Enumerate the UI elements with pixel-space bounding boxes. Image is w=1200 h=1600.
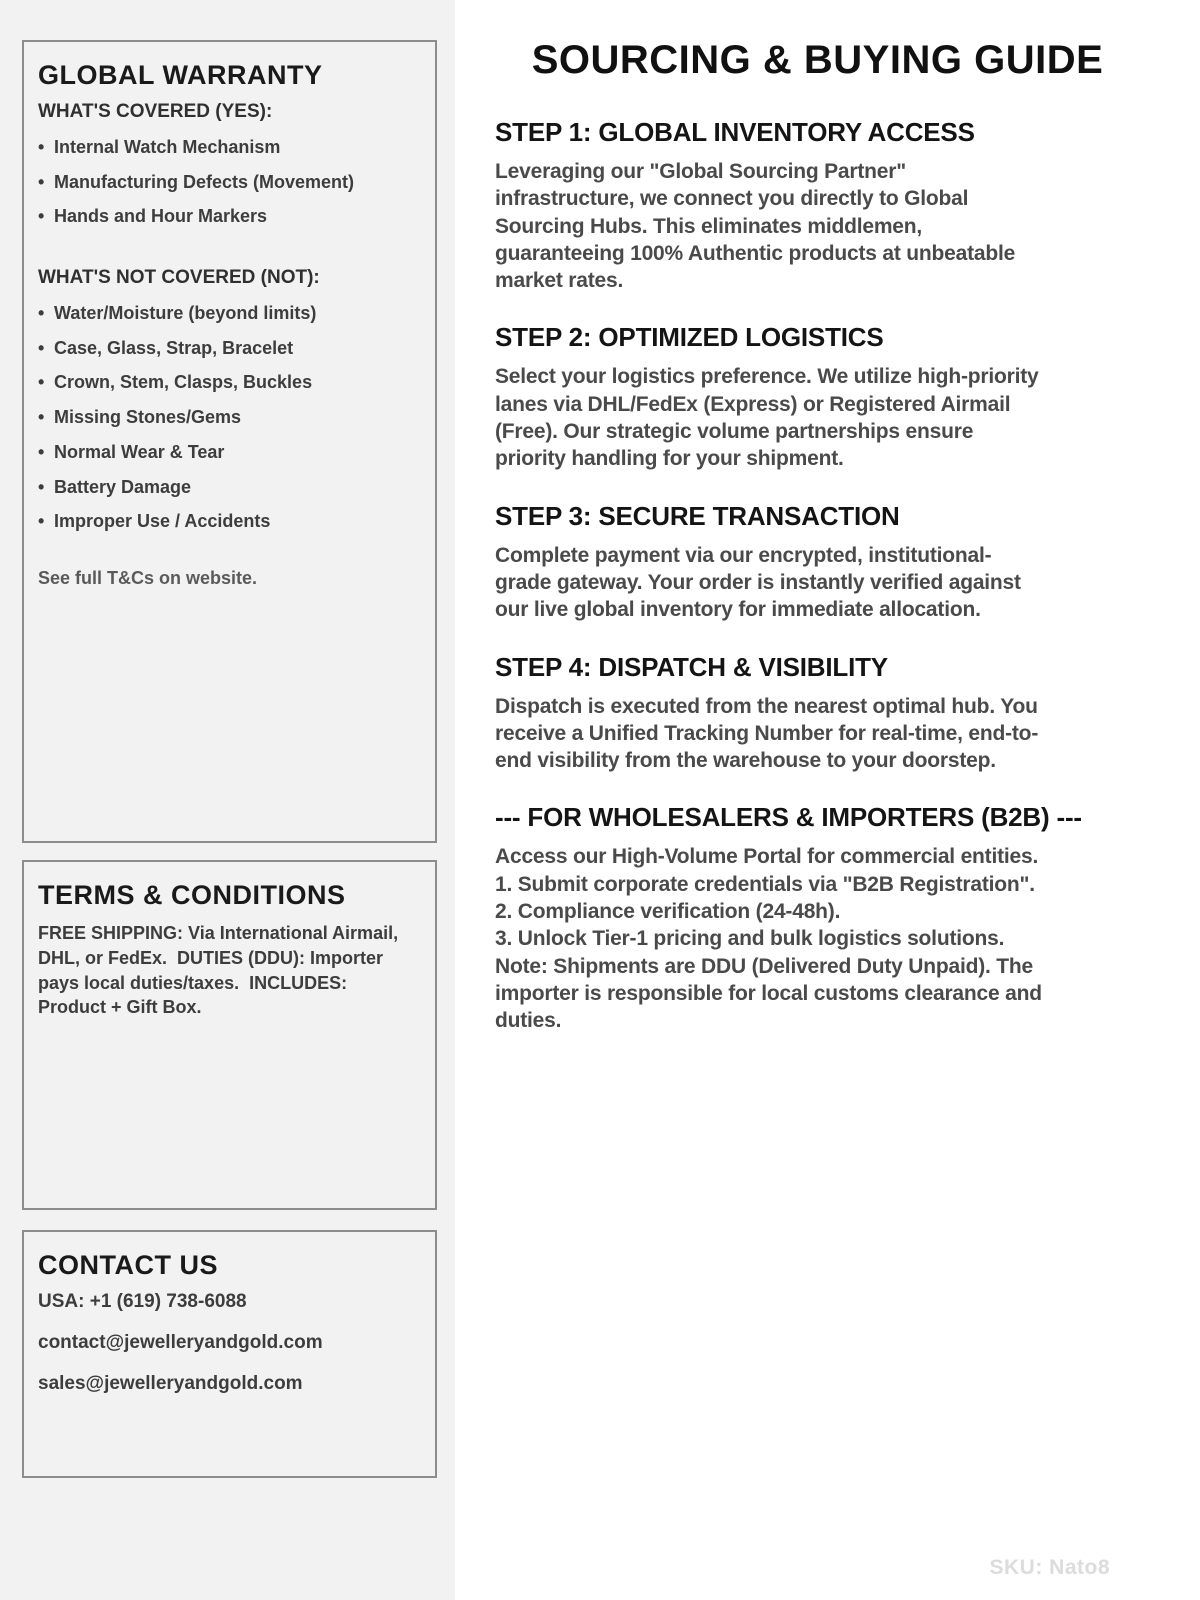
sku-label: SKU: Nato8 [989, 1556, 1110, 1579]
terms-title: TERMS & CONDITIONS [38, 880, 346, 910]
step-3-body: Complete payment via our encrypted, institutional-grade gateway. Your order is instantly verified against our live global inventory for immediate allocation. [495, 543, 1021, 622]
list-item: • Missing Stones/Gems [38, 407, 419, 428]
ddu-note: Note: Shipments are DDU (Delivered Duty Unpaid). The importer is responsible for local customs clearance and duties. [495, 954, 1042, 1033]
step-2-heading: STEP 2: OPTIMIZED LOGISTICS [495, 322, 884, 353]
contact-email: contact@jewelleryandgold.com [38, 1332, 323, 1353]
b2b-step-1: 1. Submit corporate credentials via "B2B Registration". [495, 872, 1035, 896]
sidebar [0, 0, 455, 1600]
contact-title: CONTACT US [38, 1250, 218, 1280]
spacer [38, 241, 419, 267]
terms-footnote: See full T&Cs on website. [38, 567, 258, 588]
covered-heading: WHAT'S COVERED (YES): [38, 101, 273, 122]
step-4-body: Dispatch is executed from the nearest optimal hub. You receive a Unified Tracking Number for real-time, end-to-end visibility from the warehouse to your doorstep. [495, 694, 1039, 773]
b2b-section [495, 802, 1140, 1034]
list-item: • Water/Moisture (beyond limits) [38, 303, 419, 324]
not-covered-heading: WHAT'S NOT COVERED (NOT): [38, 267, 320, 289]
step-1-section [495, 117, 1140, 294]
list-item: • Case, Glass, Strap, Bracelet [38, 338, 419, 359]
step-1-heading: STEP 1: GLOBAL INVENTORY ACCESS [495, 117, 975, 147]
list-item: • Crown, Stem, Clasps, Buckles [38, 372, 419, 393]
step-2-section [495, 322, 1140, 472]
list-item: • Normal Wear & Tear [38, 442, 419, 463]
contact-us-box [22, 1230, 437, 1478]
not-covered-list [38, 303, 419, 532]
list-item: • Improper Use / Accidents [38, 511, 419, 532]
covered-list [38, 137, 419, 227]
step-4-heading: STEP 4: DISPATCH & VISIBILITY [495, 651, 888, 682]
step-1-body: Leveraging our "Global Sourcing Partner" infrastructure, we connect you directly to Global Sourcing Hubs. This eliminates middlemen, guaranteeing 100% Authentic products at unbeatable market rates. [495, 160, 1016, 293]
sales-email: sales@jewelleryandgold.com [38, 1373, 303, 1394]
b2b-heading: --- FOR WHOLESALERS & IMPORTERS (B2B) --- [495, 802, 1082, 833]
list-item: • Internal Watch Mechanism [38, 137, 419, 158]
main-content [455, 0, 1200, 1600]
b2b-intro: Access our High-Volume Portal for commercial entities. [495, 845, 1039, 869]
list-item: • Hands and Hour Markers [38, 206, 419, 227]
step-3-heading: STEP 3: SECURE TRANSACTION [495, 500, 900, 531]
contact-phone: USA: +1 (619) 738-6088 [38, 1291, 247, 1312]
warranty-title: GLOBAL WARRANTY [38, 60, 323, 90]
terms-body: FREE SHIPPING: Via International Airmail, DHL, or FedEx. DUTIES (DDU): Importer pays local duties/taxes. INCLUDES: Product + Gift Box. [38, 923, 404, 1018]
step-2-body: Select your logistics preference. We utilize high-priority lanes via DHL/FedEx (Express) or Registered Airmail (Free). Our strategic volume partnerships ensure priority handling for your shipment. [495, 365, 1039, 471]
list-item: • Manufacturing Defects (Movement) [38, 172, 419, 193]
b2b-step-3: 3. Unlock Tier-1 pricing and bulk logistics solutions. [495, 927, 1005, 951]
b2b-step-2: 2. Compliance verification (24-48h). [495, 900, 841, 924]
list-item: • Battery Damage [38, 477, 419, 498]
page-title: SOURCING & BUYING GUIDE [531, 38, 1104, 82]
step-4-section [495, 652, 1140, 775]
global-warranty-box [22, 40, 437, 843]
terms-conditions-box [22, 860, 437, 1210]
step-3-section [495, 501, 1140, 624]
